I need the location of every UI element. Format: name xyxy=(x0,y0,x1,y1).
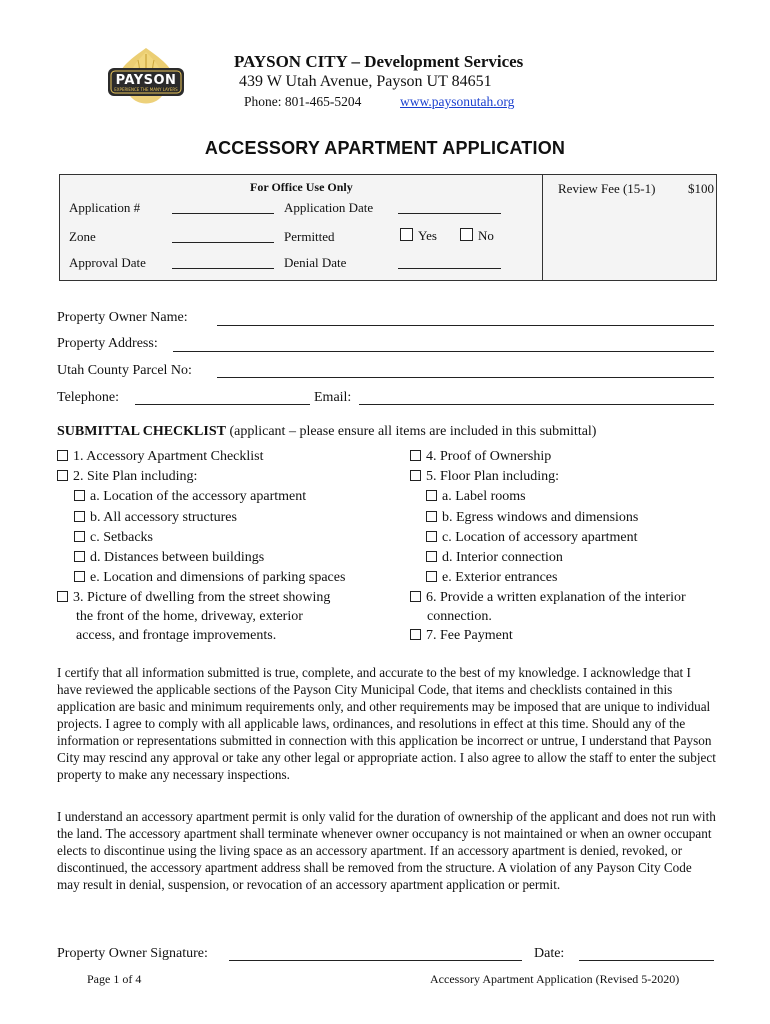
review-fee-label: Review Fee (15-1) xyxy=(558,181,656,196)
zone-field[interactable] xyxy=(172,242,274,243)
checkbox[interactable] xyxy=(410,470,421,481)
footer-page-number: Page 1 of 4 xyxy=(87,972,142,986)
checklist-item[interactable]: d. Distances between buildings xyxy=(74,550,264,566)
website-link[interactable]: www.paysonutah.org xyxy=(400,94,515,109)
checklist-item[interactable]: a. Location of the accessory apartment xyxy=(74,489,306,505)
checklist-item[interactable]: e. Exterior entrances xyxy=(426,570,557,586)
checklist-item[interactable]: c. Location of accessory apartment xyxy=(426,530,638,546)
zone-label: Zone xyxy=(69,229,96,244)
logo-tagline: EXPERIENCE THE MANY LAYERS xyxy=(114,87,178,92)
denial-date-field[interactable] xyxy=(398,268,501,269)
application-date-label: Application Date xyxy=(284,200,374,215)
parcel-number-field[interactable] xyxy=(217,377,714,378)
yes-label: Yes xyxy=(418,228,437,243)
checkbox[interactable] xyxy=(426,511,437,522)
review-fee-amount: $100 xyxy=(688,181,714,196)
checkbox[interactable] xyxy=(410,591,421,602)
checkbox[interactable] xyxy=(74,571,85,582)
understand-paragraph: I understand an accessory apartment permit is only valid for the duration of ownership of the applicant and does not run with the land. The accessory apartment shall terminate whenever owner occupancy is not maintained or when an owner occupant elects to discontinue using the living space as an accessory apartment. If an accessory apartment is denied, revoked, or discontinued, the accessory apartment address shall be removed from the structure. A violation of any Payson City Code may result in denial, suspension, or revocation of an accessory apartment application or permit. xyxy=(57,809,716,892)
header-phone: Phone: 801-465-5204 xyxy=(244,94,362,109)
checklist-item-continuation: access, and frontage improvements. xyxy=(76,628,277,643)
application-number-label: Application # xyxy=(69,200,141,215)
checklist-item[interactable]: 7. Fee Payment xyxy=(410,628,513,644)
checkbox[interactable] xyxy=(426,571,437,582)
approval-date-field[interactable] xyxy=(172,268,274,269)
checklist-item[interactable]: b. All accessory structures xyxy=(74,510,237,526)
email-label: Email: xyxy=(314,390,352,405)
checkbox[interactable] xyxy=(74,551,85,562)
checklist-item[interactable]: e. Location and dimensions of parking spaces xyxy=(74,570,345,586)
signature-date-label: Date: xyxy=(534,946,565,961)
permitted-yes-option[interactable] xyxy=(400,228,437,244)
property-owner-name-field[interactable] xyxy=(217,325,714,326)
permitted-label: Permitted xyxy=(284,229,335,244)
no-checkbox[interactable] xyxy=(460,228,473,241)
checklist-item[interactable]: a. Label rooms xyxy=(426,489,526,505)
denial-date-label: Denial Date xyxy=(284,255,347,270)
checklist-item[interactable]: 6. Provide a written explanation of the interior xyxy=(410,590,686,606)
checkbox[interactable] xyxy=(426,531,437,542)
telephone-label: Telephone: xyxy=(57,390,119,405)
office-box-divider xyxy=(542,174,543,281)
footer-form-name: Accessory Apartment Application (Revised 5-2020) xyxy=(430,972,680,986)
payson-logo xyxy=(100,44,192,110)
checkbox[interactable] xyxy=(74,490,85,501)
checkbox[interactable] xyxy=(57,470,68,481)
checklist-item[interactable]: 2. Site Plan including: xyxy=(57,469,197,485)
checkbox[interactable] xyxy=(426,551,437,562)
checkbox[interactable] xyxy=(410,450,421,461)
owner-signature-label: Property Owner Signature: xyxy=(57,946,208,961)
parcel-number-label: Utah County Parcel No: xyxy=(57,363,192,378)
signature-date-field[interactable] xyxy=(579,960,714,961)
permitted-no-option[interactable] xyxy=(460,228,494,244)
checklist-title: SUBMITTAL CHECKLIST xyxy=(57,424,226,439)
checklist-item[interactable]: 3. Picture of dwelling from the street showing xyxy=(57,590,330,606)
property-address-field[interactable] xyxy=(173,351,714,352)
telephone-field[interactable] xyxy=(135,404,310,405)
checkbox[interactable] xyxy=(57,450,68,461)
header-address: 439 W Utah Avenue, Payson UT 84651 xyxy=(239,73,492,90)
checklist-item[interactable]: c. Setbacks xyxy=(74,530,153,546)
approval-date-label: Approval Date xyxy=(69,255,146,270)
checkbox[interactable] xyxy=(74,531,85,542)
property-address-label: Property Address: xyxy=(57,336,158,351)
checklist-item[interactable]: d. Interior connection xyxy=(426,550,563,566)
owner-signature-field[interactable] xyxy=(229,960,522,961)
yes-checkbox[interactable] xyxy=(400,228,413,241)
checkbox[interactable] xyxy=(410,629,421,640)
office-use-heading: For Office Use Only xyxy=(250,180,353,194)
checklist-heading xyxy=(57,424,596,440)
certify-paragraph: I certify that all information submitted is true, complete, and accurate to the best of my knowledge. I acknowledge that I have reviewed the applicable sections of the Payson City Municipal Code, that items and checklists contained in this application are basic and minimum requirements only, and other requirements may be imposed that are unique to individual projects. I agree to comply with all applicable laws, ordinances, and resolutions in effect at this time. Should any of the information or representations submitted in connection with this application be incorrect or untrue, I understand that Payson City may rescind any approval or take any other legal or appropriate action. I also agree to allow the staff to enter the subject property to make any necessary inspections. xyxy=(57,665,716,782)
application-date-field[interactable] xyxy=(398,213,501,214)
form-title: ACCESSORY APARTMENT APPLICATION xyxy=(204,138,566,158)
checklist-subtitle: (applicant – please ensure all items are included in this submittal) xyxy=(229,424,597,439)
checklist-item[interactable]: b. Egress windows and dimensions xyxy=(426,510,638,526)
checklist-item-continuation: the front of the home, driveway, exterior xyxy=(76,609,303,624)
checkbox[interactable] xyxy=(426,490,437,501)
application-number-field[interactable] xyxy=(172,213,274,214)
checklist-item-continuation: connection. xyxy=(427,609,492,624)
checklist-item[interactable]: 1. Accessory Apartment Checklist xyxy=(57,449,264,465)
checkbox[interactable] xyxy=(57,591,68,602)
property-owner-name-label: Property Owner Name: xyxy=(57,310,188,325)
checkbox[interactable] xyxy=(74,511,85,522)
checklist-item[interactable]: 5. Floor Plan including: xyxy=(410,469,559,485)
checklist-item[interactable]: 4. Proof of Ownership xyxy=(410,449,551,465)
email-field[interactable] xyxy=(359,404,714,405)
no-label: No xyxy=(478,228,494,243)
logo-wordmark: PAYSON xyxy=(115,73,177,88)
header-title: PAYSON CITY – Development Services xyxy=(234,52,524,71)
